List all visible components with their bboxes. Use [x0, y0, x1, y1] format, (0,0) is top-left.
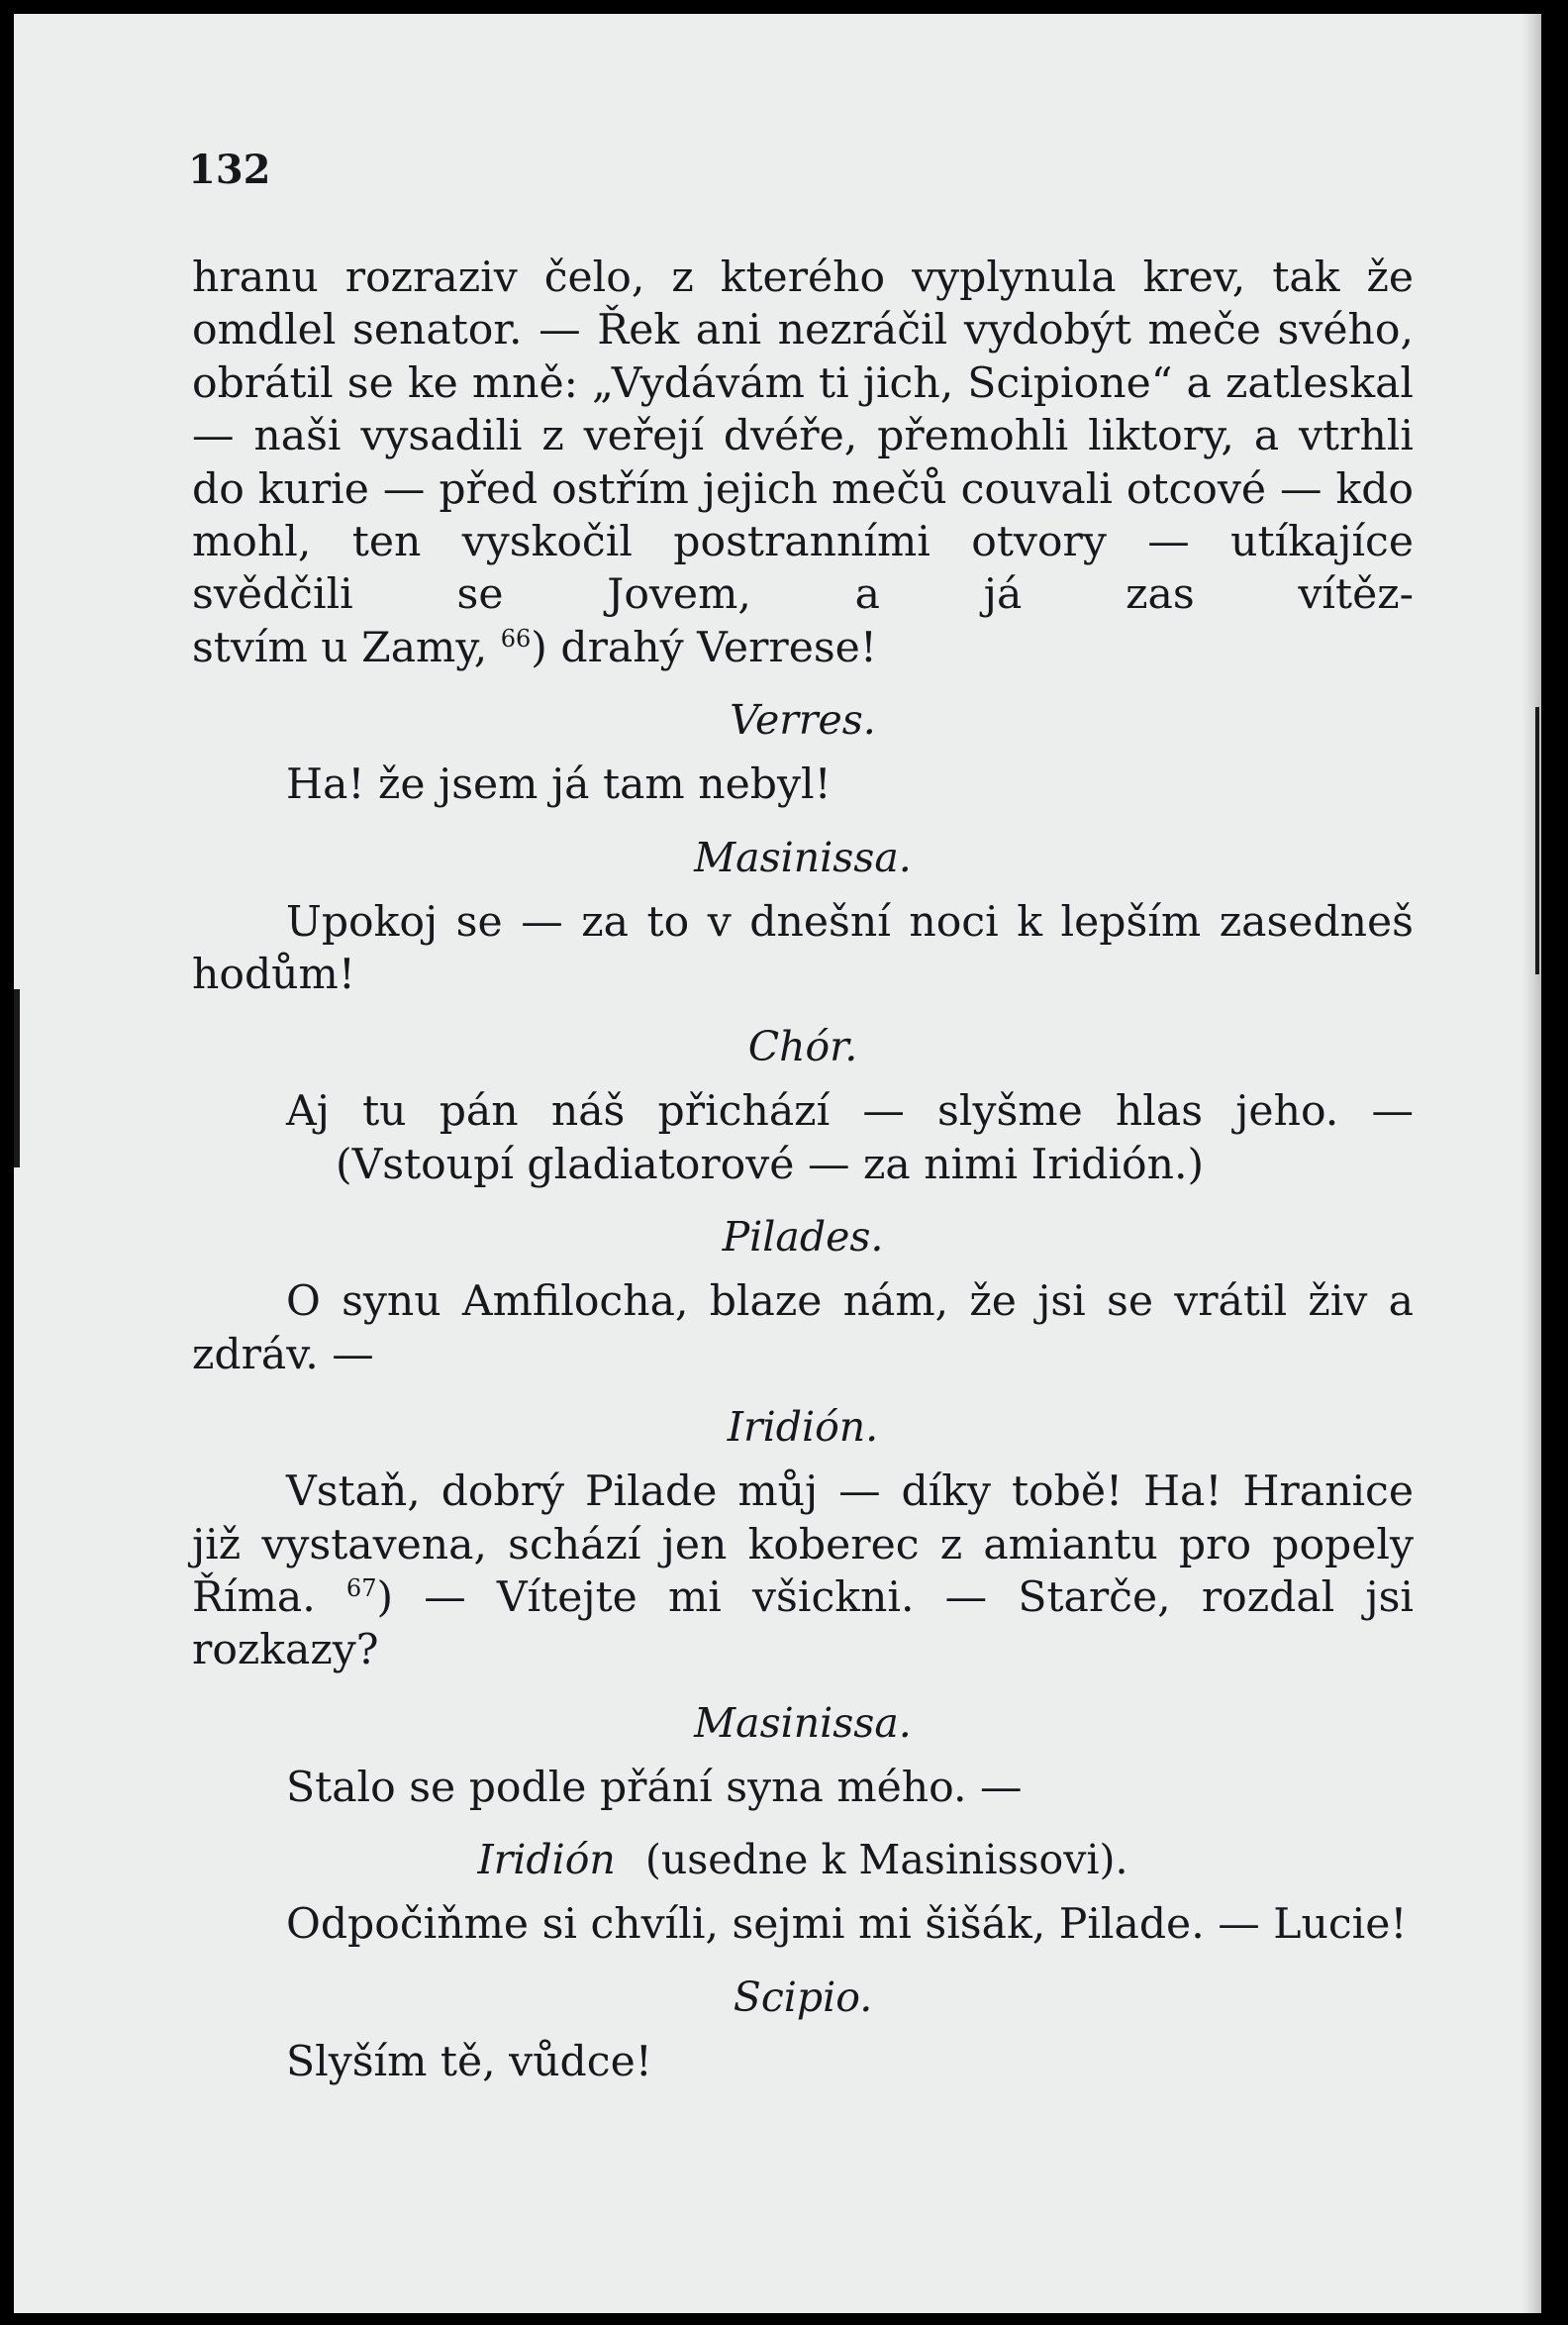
speech-line: Ha! že jsem já tam nebyl! — [286, 760, 832, 810]
speaker-name: Verres. — [730, 696, 876, 745]
speaker-name: Masinissa. — [694, 1698, 912, 1747]
narration-paragraph — [192, 252, 1414, 622]
speaker-name: Iridión. — [727, 1403, 879, 1452]
page-number: 132 — [188, 147, 271, 193]
speech-line: Vstaň, dobrý Pilade můj — díky tobě! Ha! Hranice již vystavena, schází jen koberec z amiantu pro popely Říma. $^{67}$) — Vítejte mi všickni. — Starče, rozdal jsi rozkazy? — [192, 1467, 1414, 1675]
page-edge-mark — [1535, 707, 1539, 974]
speech-line: Upokoj se — za to v dnešní noci k lepším zasedneš hodům! — [192, 897, 1414, 1000]
footnote-ref: 67 — [345, 1573, 377, 1602]
speaker-name: Iridión — [477, 1836, 616, 1884]
speech-line: Aj tu pán náš přichází — slyšme hlas jeho. — — [286, 1087, 1414, 1137]
stage-direction: (Vstoupí gladiatorové — za nimi Iridión.) — [336, 1140, 1205, 1189]
page-gutter-mark — [14, 989, 20, 1167]
speech-line: Stalo se podle přání syna mého. — — [286, 1763, 1023, 1812]
footnote-ref: 66 — [500, 624, 532, 653]
text-block — [192, 252, 1414, 2088]
speech-line: O synu Amfilocha, blaze nám, že jsi se vrátil živ a zdráv. — — [192, 1277, 1414, 1379]
speaker-name: Chór. — [747, 1023, 858, 1071]
page-edge-shadow — [1521, 14, 1541, 2313]
speaker-name: Scipio. — [733, 1972, 873, 2021]
speaker-name: Pilades. — [722, 1213, 884, 1262]
speaker-with-direction — [192, 1814, 1414, 1898]
narration-text: hranu rozraziv čelo, z kterého vyplynula krev, tak že omdlel senator. — Řek ani nezráčil vydobýt meče svého, obrátil se ke mně: „Vydávám ti jich, Scipione“ a zatleskal — naši vysadili z veřejí dvéře, přemohli liktory, a vtrhli do kurie — před ostřím jejich mečů couvali otcové — kdo mohl, ten vyskočil postranními otvory — utíkajíce svědčili se Jovem, a já zas vítěz- — [192, 253, 1414, 620]
speaker-name: Masinissa. — [694, 833, 912, 881]
book-page — [14, 14, 1541, 2313]
speech-line: Slyším tě, vůdce! — [286, 2037, 652, 2086]
narration-paragraph-end: stvím u Zamy, $^{66}$) drahý Verrese! — [192, 623, 877, 672]
stage-direction: (usedne k Masinissovi). — [644, 1836, 1128, 1884]
speech-line: Odpočiňme si chvíli, sejmi mi šišák, Pilade. — Lucie! — [286, 1900, 1408, 1950]
